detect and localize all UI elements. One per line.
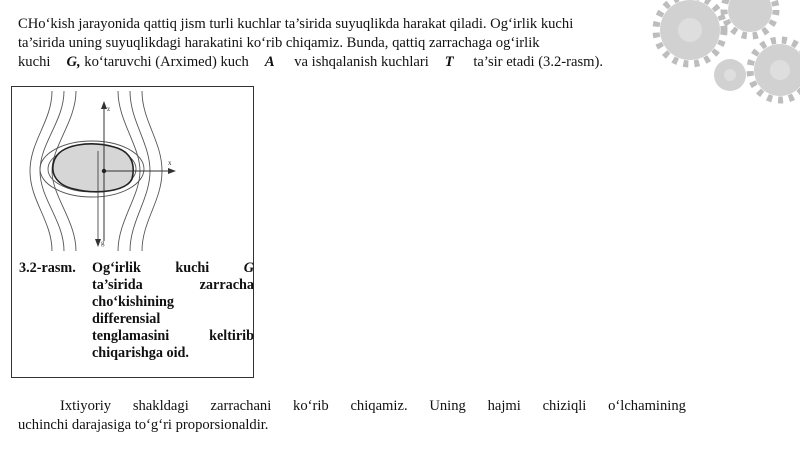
caption-line-6: chiqarishga oid. <box>92 345 189 361</box>
caption-text <box>92 260 254 362</box>
second-line-2: uchinchi darajasiga to‘g‘ri proporsionaldir. <box>18 417 269 433</box>
caption-number: 3.2-rasm. <box>19 260 76 276</box>
caption-line-5 <box>92 328 254 345</box>
symbol-t: T <box>444 54 454 70</box>
symbol-g: G, <box>66 54 81 70</box>
text-friction: va ishqalanish kuchlari <box>294 54 429 70</box>
streamline-diagram <box>22 91 182 251</box>
para2-word: hajmi <box>487 398 521 414</box>
caption-word: ta’sirida <box>92 277 143 293</box>
caption-line-3: cho‘kishining <box>92 294 175 310</box>
caption-word: tenglamasini <box>92 328 170 344</box>
para2-word: o‘lchamining <box>608 398 686 414</box>
intro-line-2: ta’sirida uning suyuqlikdagi harakatini ko‘rib chiqamiz. Bunda, qattiq zarrachaga og‘irlik <box>18 35 540 51</box>
caption-line-2 <box>92 277 254 294</box>
text-act: ta’sir etadi (3.2-rasm). <box>473 54 604 70</box>
para2-word: chiqamiz. <box>350 398 408 414</box>
para2-word: shakldagi <box>132 398 189 414</box>
caption-symbol-g: G <box>243 260 254 276</box>
figure-box <box>11 86 254 378</box>
label-g: g <box>101 239 105 247</box>
caption-line-1 <box>92 260 254 277</box>
second-line-1 <box>18 397 686 416</box>
para2-word: ko‘rib <box>293 398 329 414</box>
para2-word: zarrachani <box>210 398 272 414</box>
intro-line-1: CHo‘kish jarayonida qattiq jism turli kuchlar ta’sirida suyuqlikda harakat qiladi. Og‘irlik kuchi <box>18 16 574 32</box>
intro-paragraph <box>18 15 670 72</box>
symbol-a: A <box>264 54 275 70</box>
second-paragraph <box>18 397 686 435</box>
para2-word: Ixtiyoriy <box>60 398 112 414</box>
para2-word: chiziqli <box>542 398 587 414</box>
caption-word: Og‘irlik <box>92 260 141 276</box>
text-archimedes: ko‘taruvchi (Arximed) kuch <box>84 54 249 70</box>
caption-word: keltirib <box>209 328 254 344</box>
para2-word: Uning <box>429 398 466 414</box>
label-x: x <box>168 159 172 167</box>
caption-word: zarracha <box>199 277 254 293</box>
caption-line-4: differensial <box>92 311 161 327</box>
caption-word: kuchi <box>175 260 210 276</box>
label-z: z <box>107 105 111 113</box>
text-kuchi: kuchi <box>18 54 51 70</box>
intro-line-3 <box>18 53 670 72</box>
